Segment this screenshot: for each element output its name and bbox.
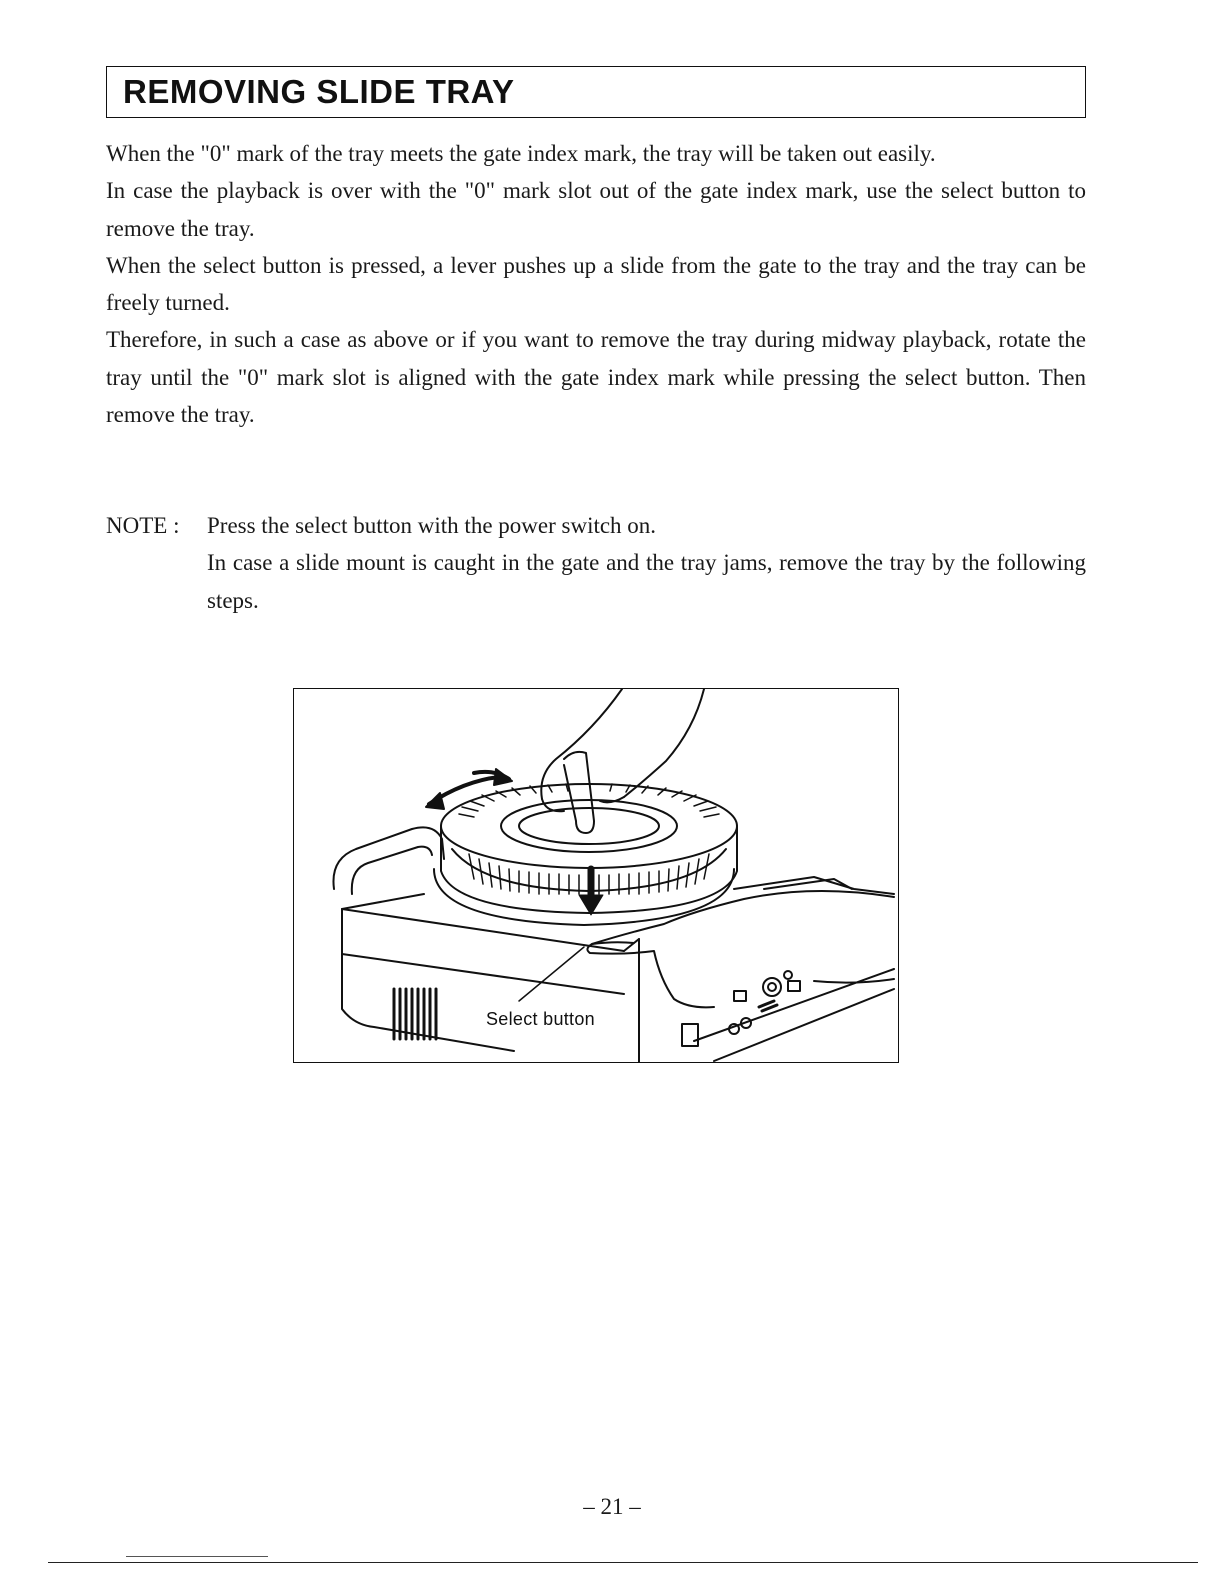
page-number: – 21 –: [583, 1494, 641, 1519]
note-body: [207, 507, 1086, 619]
hand-icon: [541, 689, 704, 833]
paragraph-3: When the select button is pressed, a lever pushes up a slide from the gate to the tray and the tray can be freely turned.: [106, 252, 1086, 316]
section-title: REMOVING SLIDE TRAY: [123, 73, 515, 110]
note-line-2: In case a slide mount is caught in the gate and the tray jams, remove the tray by the following steps.: [207, 550, 1086, 613]
paragraph-1: When the "0" mark of the tray meets the gate index mark, the tray will be taken out easily.: [106, 141, 936, 166]
section-title-box: [106, 66, 1086, 118]
rotate-arrow-icon: [426, 769, 512, 809]
note-line-1: Press the select button with the power switch on.: [207, 513, 657, 538]
projector-icon: [333, 827, 894, 1063]
footer-rule-short: [126, 1556, 268, 1557]
paragraph-4: Therefore, in such a case as above or if you want to remove the tray during midway playback, rotate the tray until the "0" mark slot is aligned with the gate index mark while pressing the select button. Then remove the tray.: [106, 327, 1086, 428]
tray-removal-illustration: [293, 688, 899, 1063]
footer-rule: [48, 1562, 1198, 1563]
paragraph-2: In case the playback is over with the "0" mark slot out of the gate index mark, use the select button to remove the tray.: [106, 178, 1086, 241]
select-button-callout: Select button: [486, 1009, 595, 1029]
note-label: NOTE :: [106, 513, 180, 538]
illustration-drawing: [294, 689, 899, 1063]
body-text: [106, 135, 1086, 433]
